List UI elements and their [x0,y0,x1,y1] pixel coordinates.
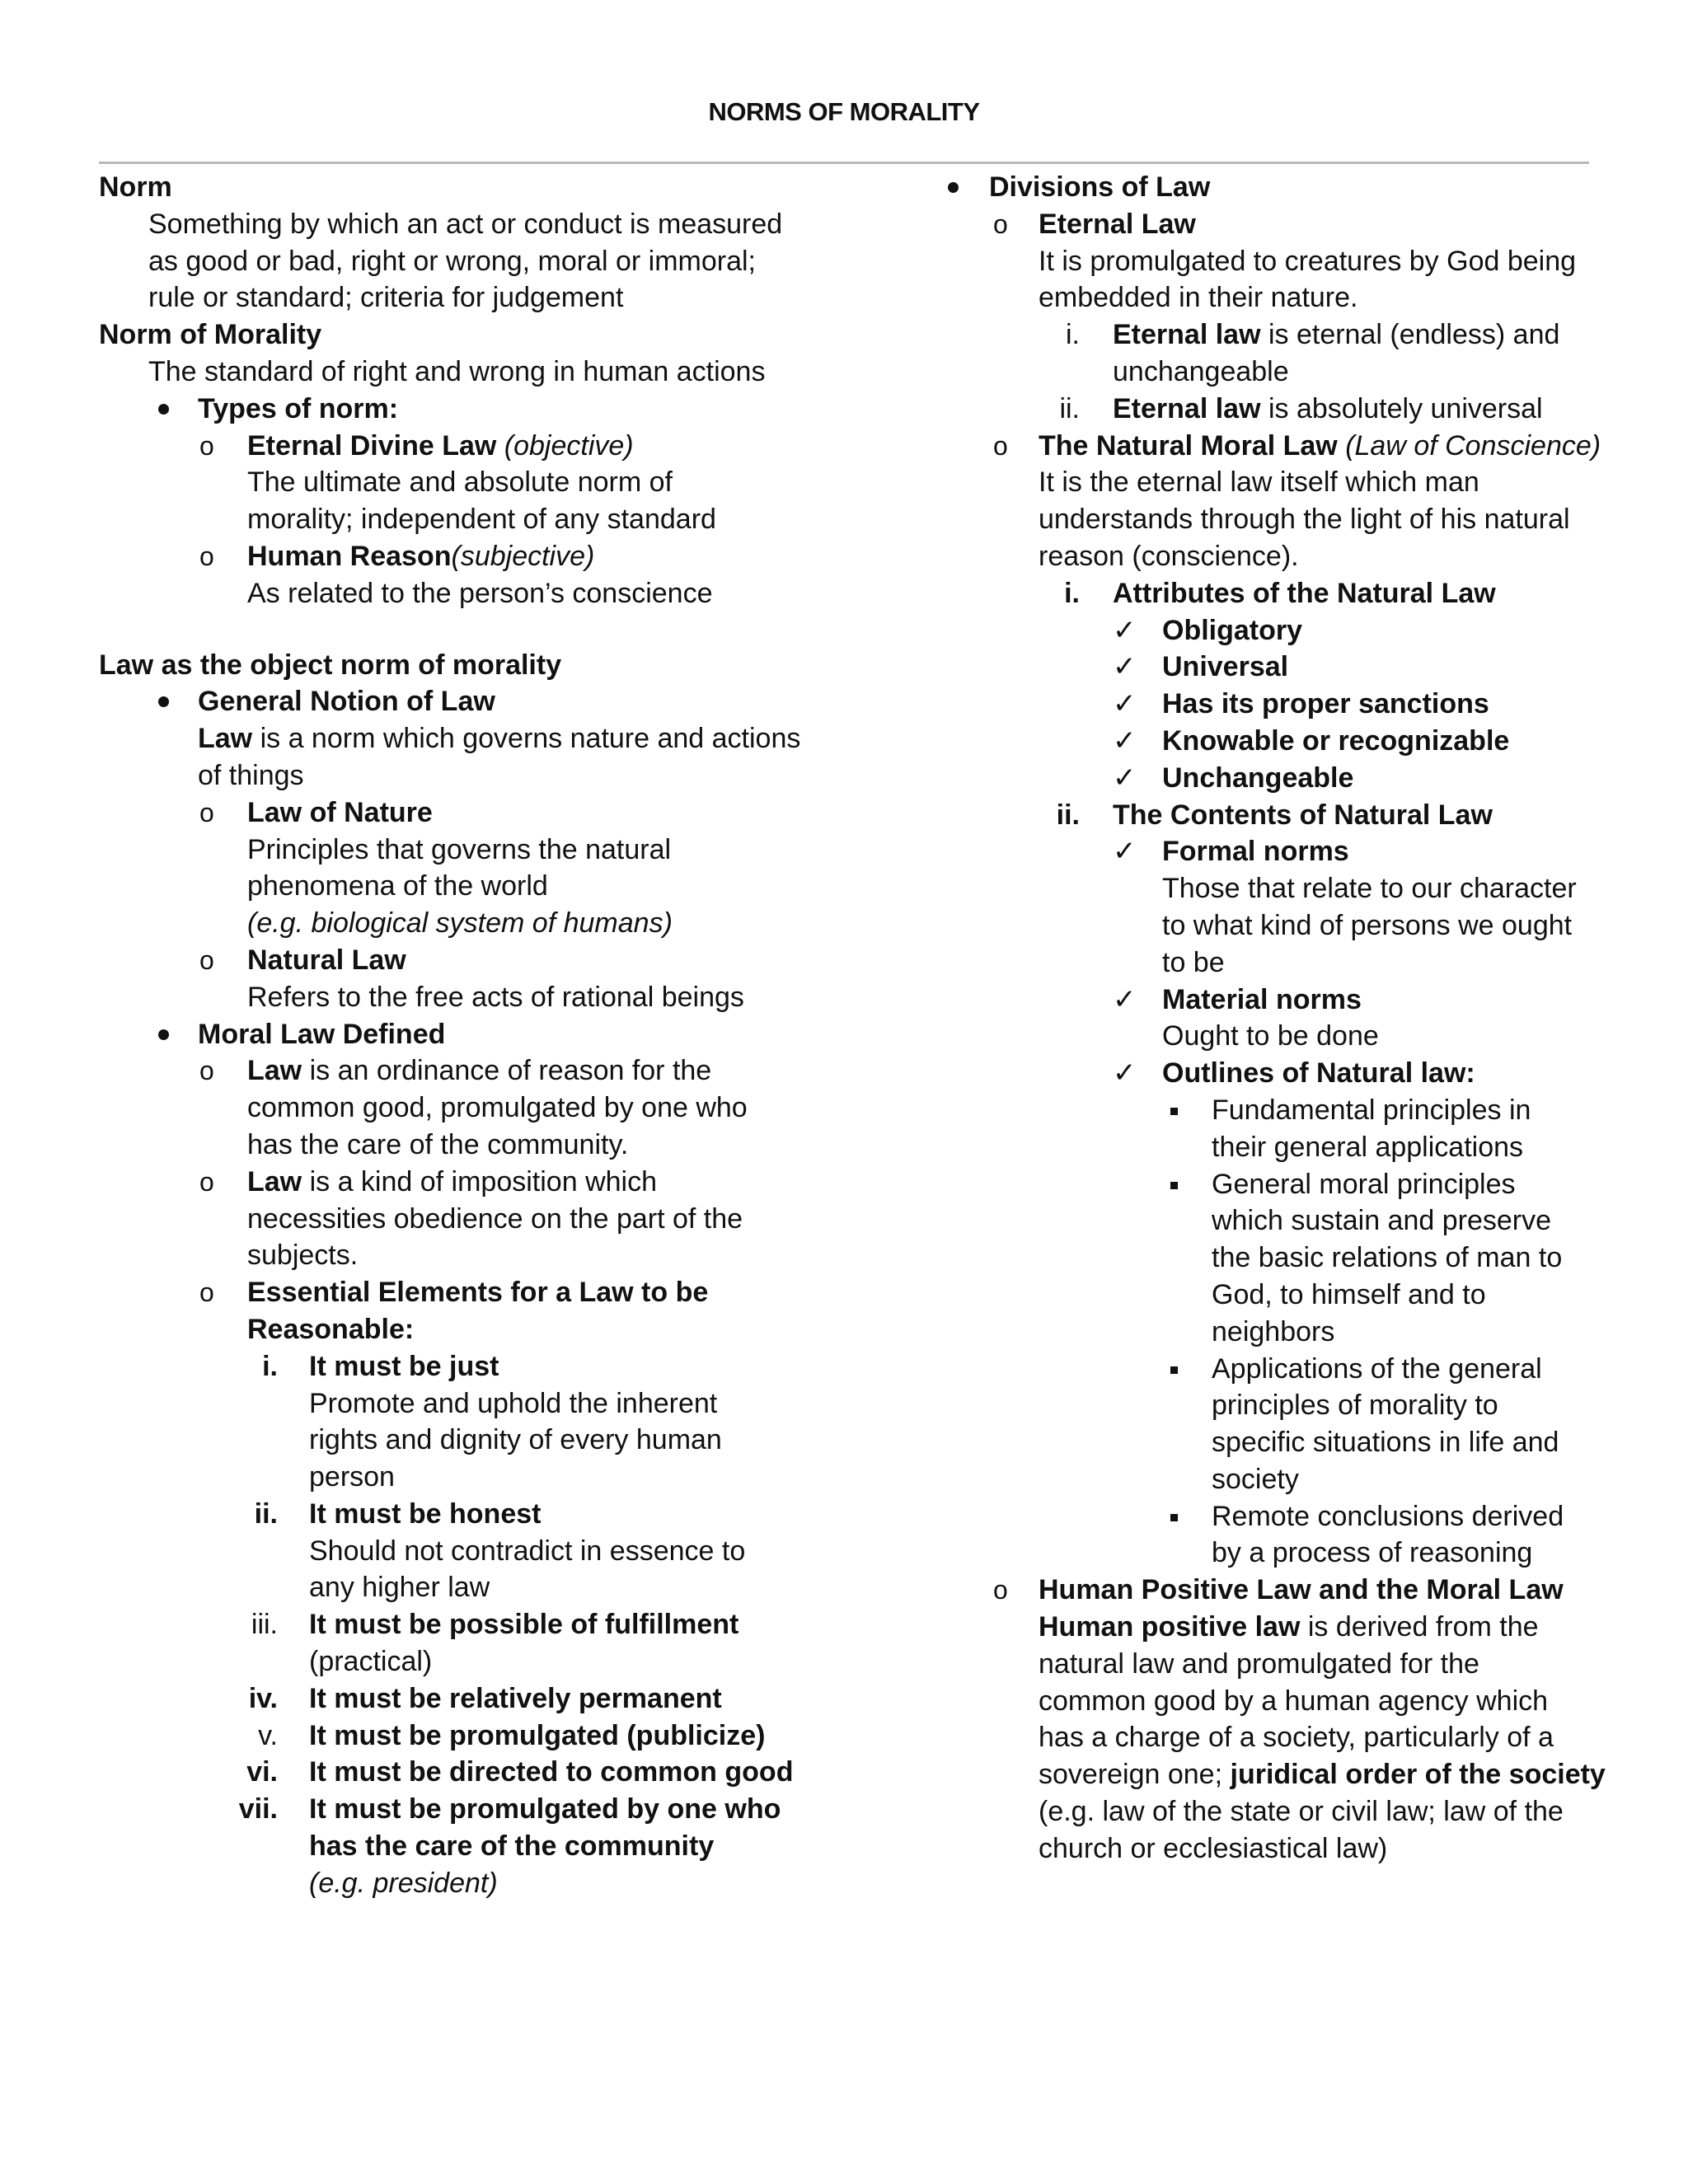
text-line: church or ecclesiastical law) [1039,1832,1388,1864]
attributes-heading: Attributes of the Natural Law [1113,577,1496,609]
attributes-list [1113,612,1620,797]
example-line: (e.g. president) [309,1867,498,1899]
checkmark-icon: ✓ [1113,1057,1137,1090]
list-number: ii. [254,1497,278,1530]
element-title: It must be just [309,1350,499,1382]
text-line: General moral principles [1212,1168,1516,1200]
text-line: principles of morality to [1212,1390,1498,1422]
left-column [99,169,824,1902]
element-title: It must be promulgated (publicize) [309,1719,766,1751]
text-line: It is promulgated to creatures by God being [1039,245,1577,277]
text-line: by a process of reasoning [1212,1537,1533,1569]
list-number: ii. [1056,799,1080,831]
element-title: It must be possible of fulfillment [309,1609,739,1641]
checkmark-icon: ✓ [1113,614,1137,646]
circle-bullet-icon: o [199,1277,214,1308]
bullet-icon [158,1029,169,1040]
square-bullet-icon [1170,1514,1178,1521]
text-line: specific situations in life and [1212,1427,1559,1459]
text-line: Principles that governs the natural [247,833,672,865]
text-line: of things [198,759,304,791]
text-line: is eternal (endless) and [1268,319,1560,351]
text-line: the basic relations of man to [1212,1242,1563,1274]
circle-bullet-icon: o [199,1056,214,1086]
bullet-icon [948,182,959,193]
natural-moral-law-title: The Natural Moral Law [1039,429,1338,462]
types-of-norm-item [99,391,824,428]
natural-law-item [99,942,824,979]
text-line: (e.g. law of the state or civil law; law of the [1039,1796,1564,1828]
moral-law-defined-item [99,1016,824,1053]
text-line: phenomena of the world [247,870,548,902]
human-reason-definition: As related to the person’s conscience [247,577,713,609]
human-positive-law-term: Human positive law [1039,1611,1301,1643]
checkmark-icon: ✓ [1113,983,1137,1015]
juridical-order-term: juridical order of the society [1230,1759,1606,1791]
eternal-law-term: Eternal law [1113,319,1261,351]
circle-bullet-icon: o [993,1575,1008,1605]
human-reason-title: Human Reason [247,540,452,572]
text-line: Something by which an act or conduct is measured [148,208,783,240]
circle-bullet-icon: o [199,430,214,461]
attribute-item: Has its proper sanctions [1162,688,1489,720]
norm-definition [99,206,824,316]
eternal-divine-law-item [99,428,824,465]
essential-elements-heading [99,1274,824,1348]
material-norms-title: Material norms [1162,983,1362,1015]
text-line: Fundamental principles in [1212,1094,1531,1126]
text-line: is an ordinance of reason for the [309,1055,712,1087]
law-of-conscience-tag: (Law of Conscience) [1345,429,1601,462]
text-line: unchangeable [1113,355,1289,387]
subjective-tag: (subjective) [451,540,595,572]
document-title: NORMS OF MORALITY [708,97,980,126]
square-bullet-icon [1170,1366,1178,1374]
text-line: necessities obedience on the part of the [247,1202,743,1235]
element-title: It must be honest [309,1497,542,1530]
natural-law-subsections [985,575,1620,1572]
list-number: i. [262,1350,278,1382]
text-line: The ultimate and absolute norm of [247,466,673,499]
text-line: God, to himself and to [1212,1278,1486,1310]
text-line: reason (conscience). [1039,540,1299,572]
list-number: vi. [246,1756,278,1788]
text-line: Reasonable: [247,1313,415,1345]
text-line: to be [1162,946,1225,978]
element-title: It must be relatively permanent [309,1682,722,1714]
moral-law-definition-a [99,1052,824,1163]
text-line: is absolutely universal [1268,392,1543,424]
text-line: Remote conclusions derived [1212,1500,1564,1532]
list-number: i. [1064,577,1080,609]
text-line: rights and dignity of every human [309,1424,722,1456]
text-line: society [1212,1463,1299,1495]
text-line: morality; independent of any standard [247,504,716,536]
outlines-list [1162,1092,1620,1572]
eternal-divine-law-title: Eternal Divine Law [247,429,497,462]
text-line: is derived from the [1307,1611,1539,1643]
general-notion-item [99,683,824,720]
eternal-law-title: Eternal Law [1039,208,1196,240]
human-reason-item [99,538,824,575]
text-line: as good or bad, right or wrong, moral or immoral; [148,245,756,277]
objective-tag: (objective) [504,429,634,462]
natural-law-title: Natural Law [247,944,406,976]
human-positive-law-title: Human Positive Law and the Moral Law [1039,1574,1564,1606]
attribute-item: Obligatory [1162,614,1303,646]
text-line: is a kind of imposition which [309,1165,657,1197]
element-title: It must be promulgated by one who [309,1793,781,1825]
moral-law-defined-heading: Moral Law Defined [198,1018,446,1050]
text-line: any higher law [309,1572,490,1604]
text-line: Those that relate to our character [1162,873,1577,905]
element-title-continued: has the care of the community [309,1830,715,1863]
text-line: Applications of the general [1212,1352,1542,1385]
checkmark-icon: ✓ [1113,688,1137,720]
natural-law-definition: Refers to the free acts of rational beings [247,981,744,1013]
text-line: common good, promulgated by one who [247,1092,748,1124]
spacer [99,612,824,647]
list-number: v. [258,1719,278,1751]
list-number: vii. [238,1793,278,1825]
attribute-item: Universal [1162,651,1289,683]
outlines-title: Outlines of Natural law: [1162,1057,1475,1090]
list-number: i. [1066,319,1080,351]
text-line: is a norm which governs nature and actions [260,723,801,755]
contents-list [1113,833,1620,1572]
text-line: has the care of the community. [247,1128,629,1160]
text-line: embedded in their nature. [1039,282,1358,314]
example-line: (e.g. biological system of humans) [247,907,673,940]
square-bullet-icon [1170,1108,1178,1115]
text-line: person [309,1461,395,1493]
attribute-item: Knowable or recognizable [1162,724,1510,757]
essential-elements-list [99,1348,824,1902]
circle-bullet-icon: o [199,541,214,571]
list-number: iii. [251,1609,278,1641]
norm-of-morality-definition: The standard of right and wrong in human actions [148,355,766,387]
text-line: rule or standard; criteria for judgement [148,282,624,314]
human-positive-law-section [985,1572,1620,1867]
natural-moral-law-section [985,428,1620,575]
norm-heading: Norm [99,171,172,203]
element-title: It must be directed to common good [309,1756,794,1788]
text-line: Essential Elements for a Law to be [247,1277,709,1309]
eternal-divine-law-definition [99,464,824,538]
text-line: (practical) [309,1646,433,1678]
text-line: understands through the light of his natural [1039,504,1570,536]
law-term: Law [247,1055,302,1087]
general-notion-definition [99,720,824,794]
circle-bullet-icon: o [199,944,214,975]
checkmark-icon: ✓ [1113,651,1137,683]
moral-law-definition-b [99,1164,824,1274]
bullet-icon [158,404,169,415]
square-bullet-icon [1170,1182,1178,1189]
law-of-nature-definition [99,832,824,942]
text-line: subjects. [247,1240,359,1272]
text-line: Ought to be done [1162,1020,1379,1052]
circle-bullet-icon: o [993,430,1008,461]
norm-of-morality-heading: Norm of Morality [99,319,322,351]
law-of-nature-item [99,794,824,832]
formal-norms-title: Formal norms [1162,836,1349,868]
text-line: It is the eternal law itself which man [1039,466,1479,499]
contents-heading: The Contents of Natural Law [1113,799,1493,831]
text-line: sovereign one; [1039,1759,1223,1791]
checkmark-icon: ✓ [1113,724,1137,757]
eternal-law-term: Eternal law [1113,392,1261,424]
list-number: iv. [248,1682,278,1714]
text-line: natural law and promulgated for the [1039,1647,1479,1680]
circle-bullet-icon: o [199,1166,214,1197]
bullet-icon [158,696,169,707]
law-term: Law [198,723,253,755]
checkmark-icon: ✓ [1113,762,1137,794]
text-line: their general applications [1212,1131,1524,1163]
divisions-of-law-item [985,169,1620,206]
eternal-law-section [985,206,1620,316]
checkmark-icon: ✓ [1113,836,1137,868]
text-line: neighbors [1212,1315,1335,1347]
text-line: Promote and uphold the inherent [309,1387,718,1419]
circle-bullet-icon: o [993,209,1008,239]
text-line: Should not contradict in essence to [309,1535,746,1567]
list-number: ii. [1059,392,1080,424]
attribute-item: Unchangeable [1162,762,1354,794]
text-line: to what kind of persons we ought [1162,909,1573,941]
general-notion-heading: General Notion of Law [198,686,495,718]
text-line: common good by a human agency which [1039,1685,1549,1717]
eternal-law-items [985,316,1620,427]
circle-bullet-icon: o [199,797,214,827]
law-of-nature-title: Law of Nature [247,796,433,828]
divisions-of-law-heading: Divisions of Law [989,171,1211,203]
text-line: which sustain and preserve [1212,1205,1552,1237]
law-term: Law [247,1165,302,1197]
right-column [985,169,1620,1868]
law-object-norm-heading: Law as the object norm of morality [99,649,562,681]
text-line: has a charge of a society, particularly of a [1039,1722,1554,1754]
types-of-norm-heading: Types of norm: [198,392,399,424]
title-divider [99,162,1589,164]
